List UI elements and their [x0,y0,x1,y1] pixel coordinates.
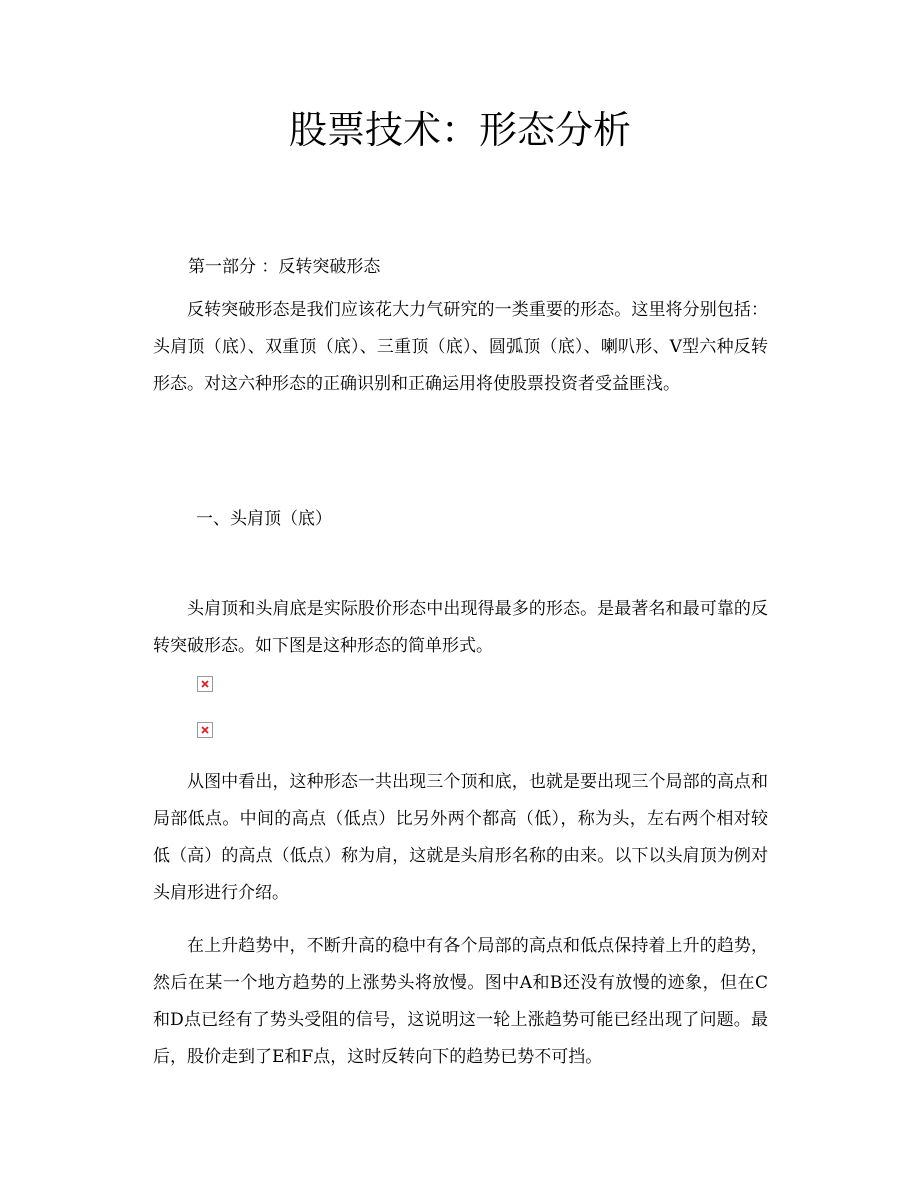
intro-paragraph: 反转突破形态是我们应该花大力气研究的一类重要的形态。这里将分别包括： 头肩顶（底）、双重顶（底）、三重顶（底）、圆弧顶（底）、喇叭形、V型六种反转形态。对这六种形态的正确识别和正确运用将使股票投资者受益匪浅。 [153,300,768,394]
broken-image-icon [197,722,213,738]
section-paragraph-2: 从图中看出，这种形态一共出现三个顶和底，也就是要出现三个局部的高点和局部低点。中间的高点（低点）比另外两个都高（低），称为头，左右两个相对较低（高）的高点（低点）称为肩，这就是头肩形名称的由来。以下以头肩顶为例对头肩形进行介绍。 [153,772,768,903]
section-paragraph-3: 在上升趋势中，不断升高的稳中有各个局部的高点和低点保持着上升的趋势，然后在某一个地方趋势的上涨势头将放慢。图中A和B还没有放慢的迹象，但在C和D点已经有了势头受阻的信号，这说明这一轮上涨趋势可能已经出现了问题。最后，股价走到了E和F点，这时反转向下的趋势已势不可挡。 [153,936,768,1067]
document-title: 股票技术：形态分析 [288,108,631,152]
section-heading: 一、头肩顶（底） [196,509,332,529]
broken-image-icon [197,676,213,692]
part-heading: 第一部分 ：反转突破形态 [188,257,381,277]
section-paragraph-1: 头肩顶和头肩底是实际股价形态中出现得最多的形态。是最著名和最可靠的反转突破形态。如下图是这种形态的简单形式。 [153,599,768,656]
